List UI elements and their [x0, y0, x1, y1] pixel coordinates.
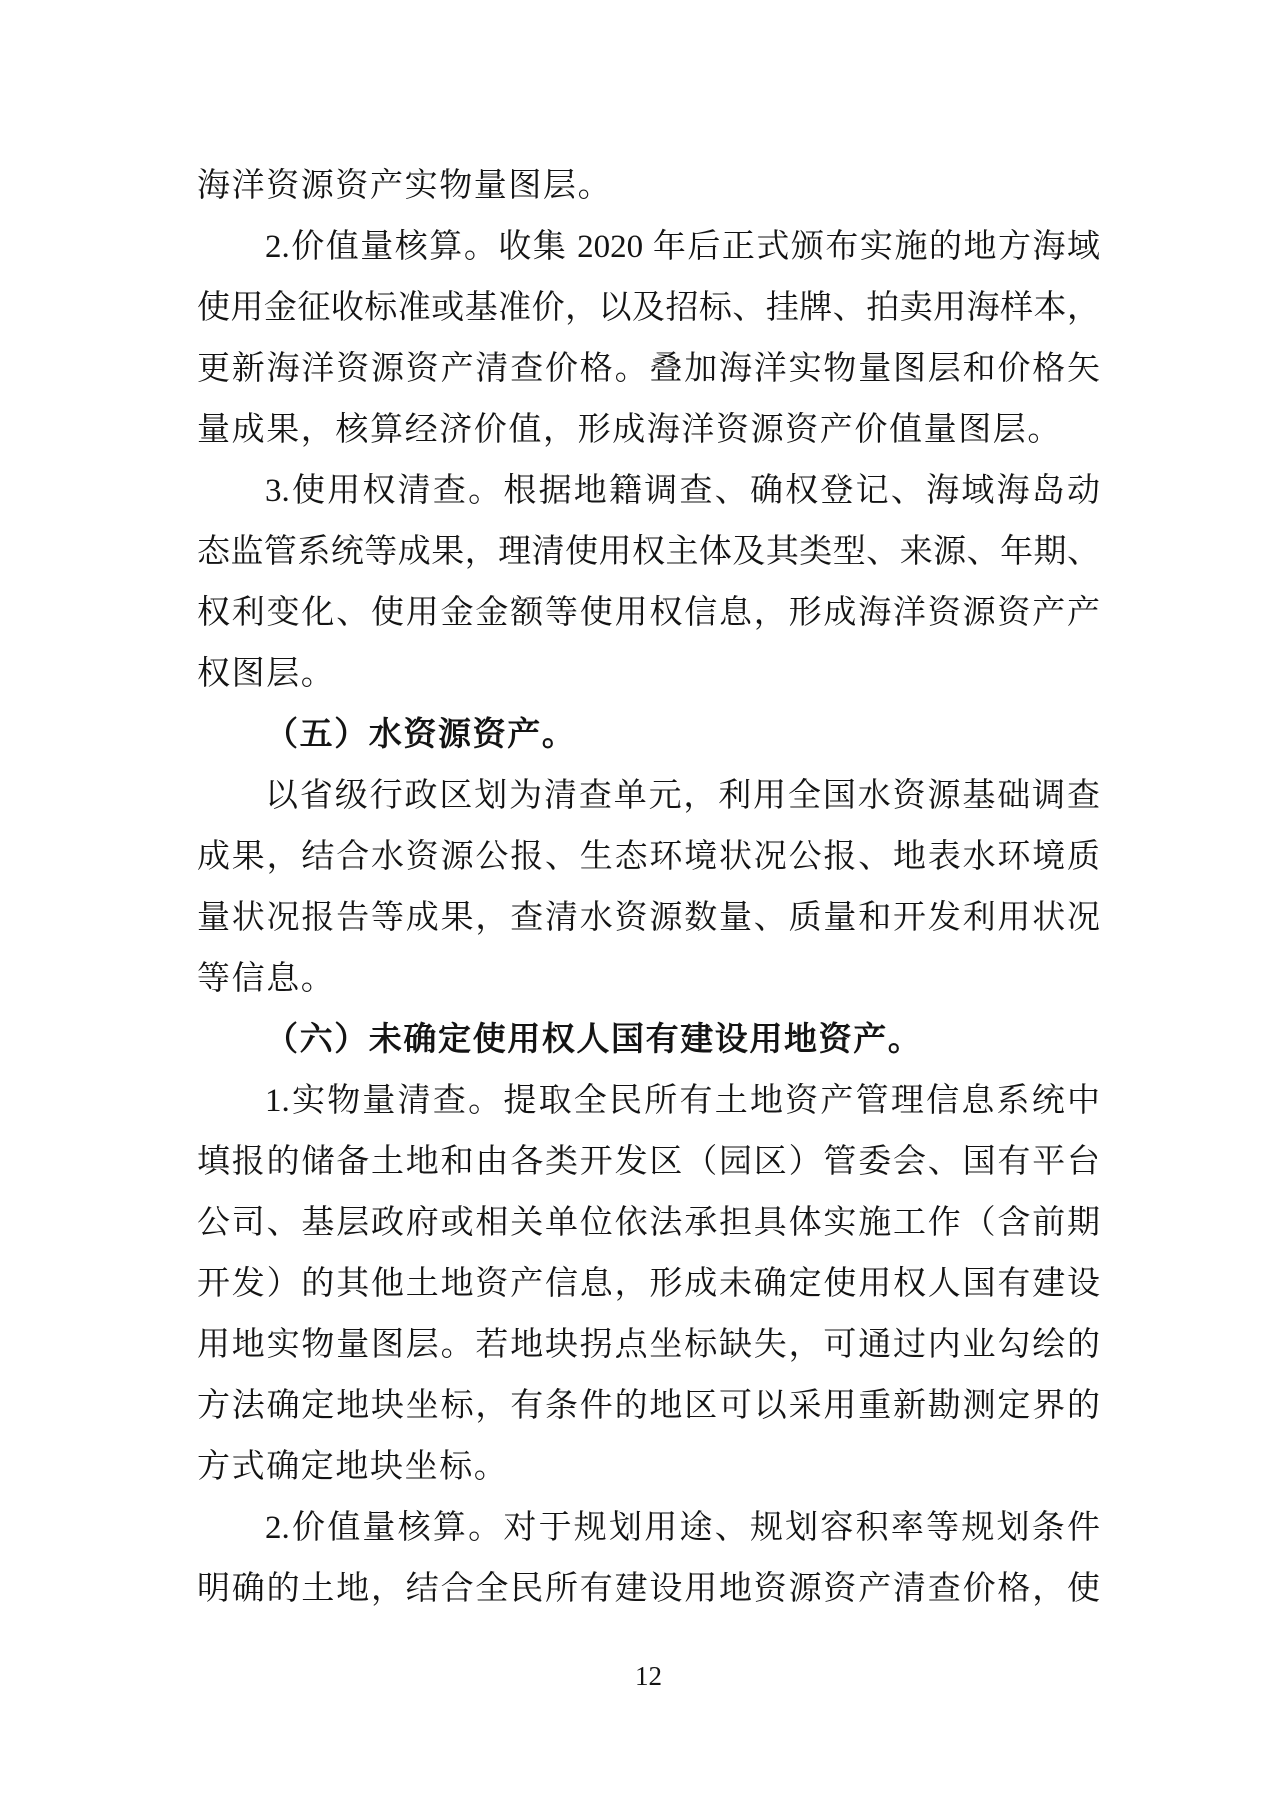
paragraph-first-line: 1.实物量清查。提取全民所有土地资产管理信息系统中	[265, 1083, 1100, 1119]
text-line: 海洋资源资产实物量图层。	[197, 168, 613, 204]
text-line: 量状况报告等成果，查清水资源数量、质量和开发利用状况	[197, 900, 1100, 936]
text-line: 权利变化、使用金金额等使用权信息，形成海洋资源资产产	[197, 595, 1100, 631]
text-line: 更新海洋资源资产清查价格。叠加海洋实物量图层和价格矢	[197, 351, 1100, 387]
text-line: 明确的土地，结合全民所有建设用地资源资产清查价格，使	[197, 1571, 1100, 1607]
text-line: 填报的储备土地和由各类开发区（园区）管委会、国有平台	[197, 1144, 1100, 1180]
paragraph-first-line: 3.使用权清查。根据地籍调查、确权登记、海域海岛动	[265, 473, 1100, 509]
text-line: 公司、基层政府或相关单位依法承担具体实施工作（含前期	[197, 1205, 1100, 1241]
text-line: 态监管系统等成果，理清使用权主体及其类型、来源、年期、	[197, 534, 1100, 570]
text-line: 权图层。	[197, 656, 336, 692]
text-line: 量成果，核算经济价值，形成海洋资源资产价值量图层。	[197, 412, 1062, 448]
page-number: 12	[635, 1661, 662, 1691]
section-heading-6: （六）未确定使用权人国有建设用地资产。	[265, 1022, 923, 1058]
paragraph-first-line: 以省级行政区划为清查单元，利用全国水资源基础调查	[265, 778, 1100, 814]
text-line: 使用金征收标准或基准价，以及招标、挂牌、拍卖用海样本，	[197, 290, 1100, 326]
text-line: 方式确定地块坐标。	[197, 1449, 509, 1485]
text-line: 等信息。	[197, 961, 336, 997]
paragraph-first-line: 2.价值量核算。收集 2020 年后正式颁布实施的地方海域	[265, 229, 1100, 265]
text-line: 开发）的其他土地资产信息，形成未确定使用权人国有建设	[197, 1266, 1100, 1302]
document-body	[197, 156, 1100, 1620]
text-line: 用地实物量图层。若地块拐点坐标缺失，可通过内业勾绘的	[197, 1327, 1100, 1363]
section-heading-5: （五）水资源资产。	[265, 717, 577, 753]
text-line: 方法确定地块坐标，有条件的地区可以采用重新勘测定界的	[197, 1388, 1100, 1424]
paragraph-first-line: 2.价值量核算。对于规划用途、规划容积率等规划条件	[265, 1510, 1100, 1546]
text-line: 成果，结合水资源公报、生态环境状况公报、地表水环境质	[197, 839, 1100, 875]
